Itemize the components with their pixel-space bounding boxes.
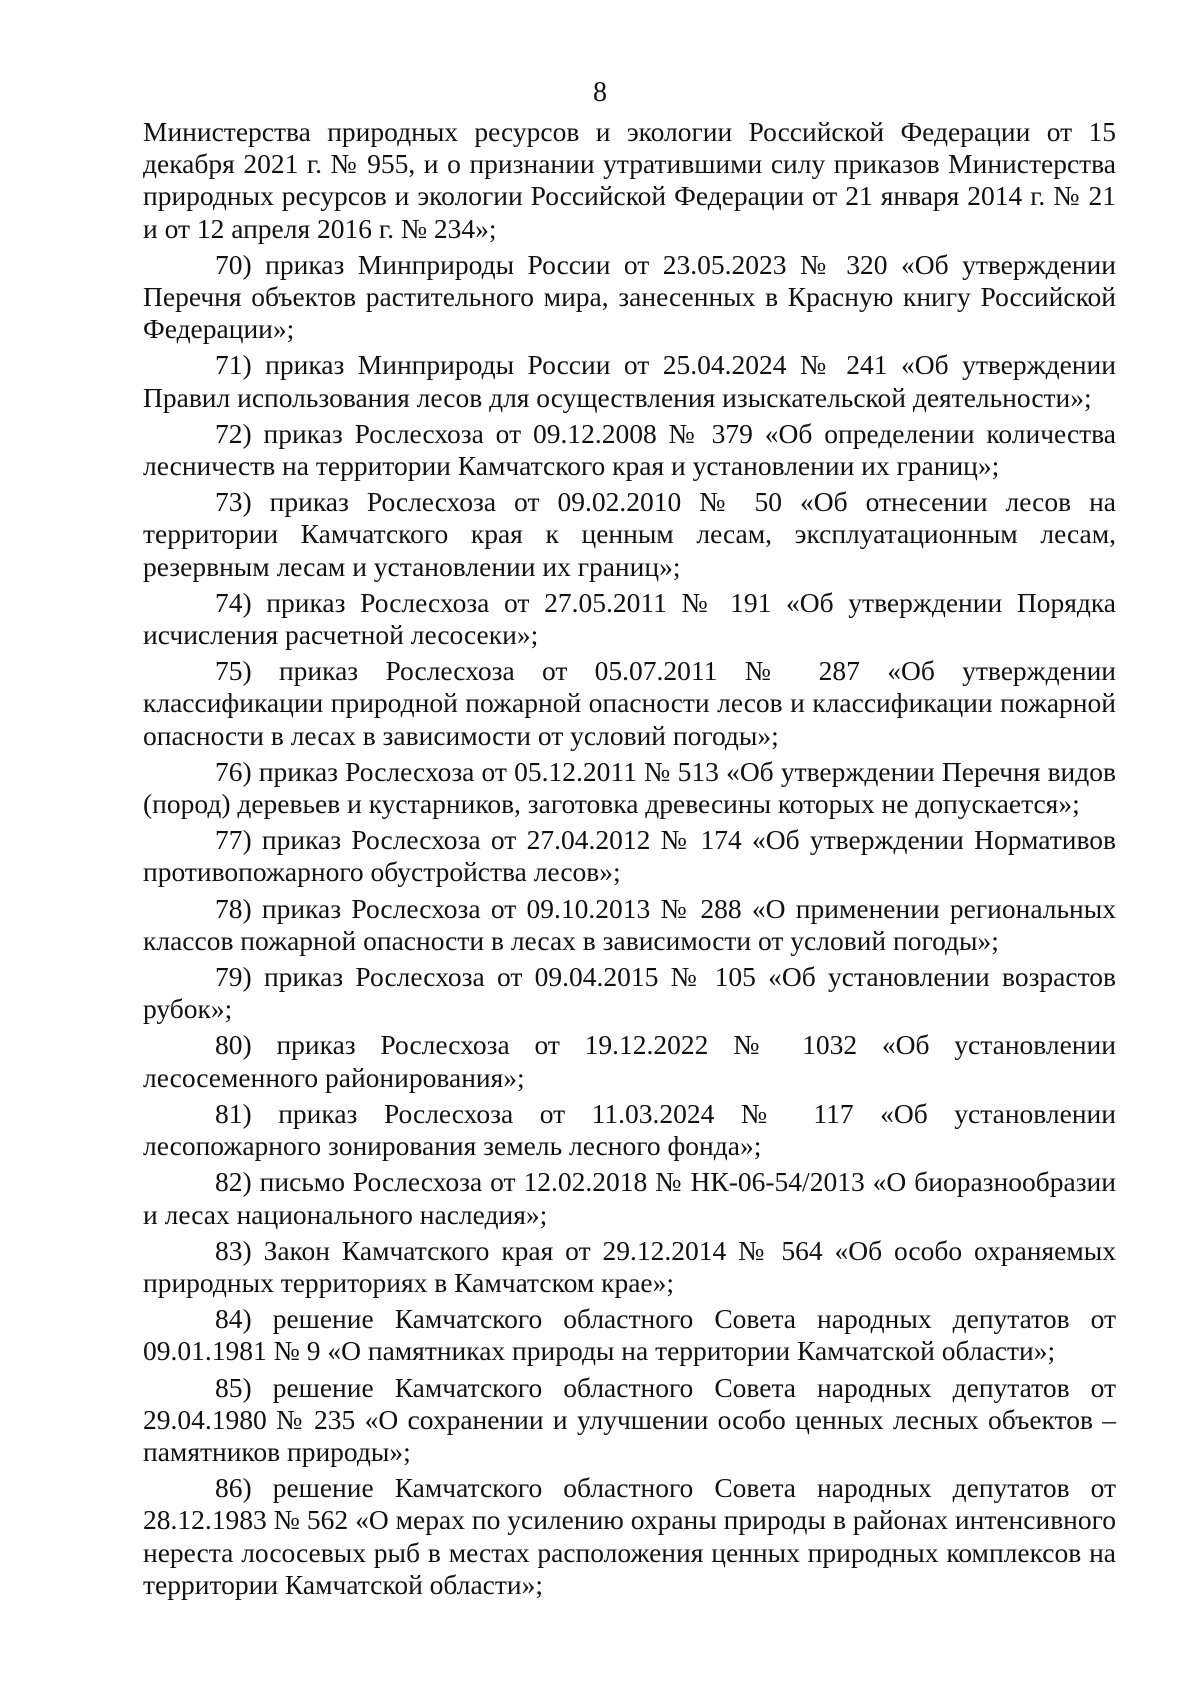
list-item-85: 85) решение Камчатского областного Совета народных депутатов от 29.04.1980 № 235 «О сохранении и улучшении особо ценных лесных объектов – памятников природы»; xyxy=(143,1371,1116,1467)
list-item-80: 80) приказ Рослесхоза от 19.12.2022 № 1032 «Об установлении лесосеменного районирования»; xyxy=(143,1029,1116,1093)
list-item-73: 73) приказ Рослесхоза от 09.02.2010 № 50 «Об отнесении лесов на территории Камчатского края к ценным лесам, эксплуатационным лесам, резервным лесам и установлении их границ»; xyxy=(143,486,1116,582)
document-body xyxy=(143,116,1116,1605)
list-item-72: 72) приказ Рослесхоза от 09.12.2008 № 379 «Об определении количества лесничеств на территории Камчатского края и установлении их границ»; xyxy=(143,417,1116,482)
page-number: 8 xyxy=(593,77,607,108)
list-item-continuation: Министерства природных ресурсов и экологии Российской Федерации от 15 декабря 2021 г. № 955, и о признании утратившими силу приказов Министерства природных ресурсов и экологии Российской Федерации от 21 января 2014 г. № 21 и от 12 апреля 2016 г. № 234»; xyxy=(143,116,1116,244)
list-item-78: 78) приказ Рослесхоза от 09.10.2013 № 288 «О применении региональных классов пожарной опасности в лесах в зависимости от условий погоды»; xyxy=(143,892,1116,956)
list-item-76: 76) приказ Рослесхоза от 05.12.2011 № 513 «Об утверждении Перечня видов (пород) деревьев и кустарников, заготовка древесины которых не допускается»; xyxy=(143,755,1116,820)
list-item-71: 71) приказ Минприроды России от 25.04.2024 № 241 «Об утверждении Правил использования лесов для осуществления изыскательской деятельности»; xyxy=(143,349,1116,413)
list-item-70: 70) приказ Минприроды России от 23.05.2023 № 320 «Об утверждении Перечня объектов растительного мира, занесенных в Красную книгу Российской Федерации»; xyxy=(143,248,1116,345)
list-item-83: 83) Закон Камчатского края от 29.12.2014 № 564 «Об особо охраняемых природных территориях в Камчатском крае»; xyxy=(143,1234,1116,1298)
list-item-77: 77) приказ Рослесхоза от 27.04.2012 № 174 «Об утверждении Нормативов противопожарного обустройства лесов»; xyxy=(143,824,1116,888)
list-item-75: 75) приказ Рослесхоза от 05.07.2011 № 287 «Об утверждении классификации природной пожарной опасности лесов и классификации пожарной опасности в лесах в зависимости от условий погоды»; xyxy=(143,655,1116,751)
list-item-84: 84) решение Камчатского областного Совета народных депутатов от 09.01.1981 № 9 «О памятниках природы на территории Камчатской области»; xyxy=(143,1303,1116,1367)
list-item-74: 74) приказ Рослесхоза от 27.05.2011 № 191 «Об утверждении Порядка исчисления расчетной лесосеки»; xyxy=(143,586,1116,651)
list-item-79: 79) приказ Рослесхоза от 09.04.2015 № 105 «Об установлении возрастов рубок»; xyxy=(143,961,1116,1025)
list-item-81: 81) приказ Рослесхоза от 11.03.2024 № 117 «Об установлении лесопожарного зонирования земель лесного фонда»; xyxy=(143,1097,1116,1162)
list-item-82: 82) письмо Рослесхоза от 12.02.2018 № НК-06-54/2013 «О биоразнообразии и лесах национального наследия»; xyxy=(143,1166,1116,1230)
list-item-86: 86) решение Камчатского областного Совета народных депутатов от 28.12.1983 № 562 «О мерах по усилению охраны природы в районах интенсивного нереста лососевых рыб в местах расположения ценных природных комплексов на территории Камчатской области»; xyxy=(143,1472,1116,1600)
